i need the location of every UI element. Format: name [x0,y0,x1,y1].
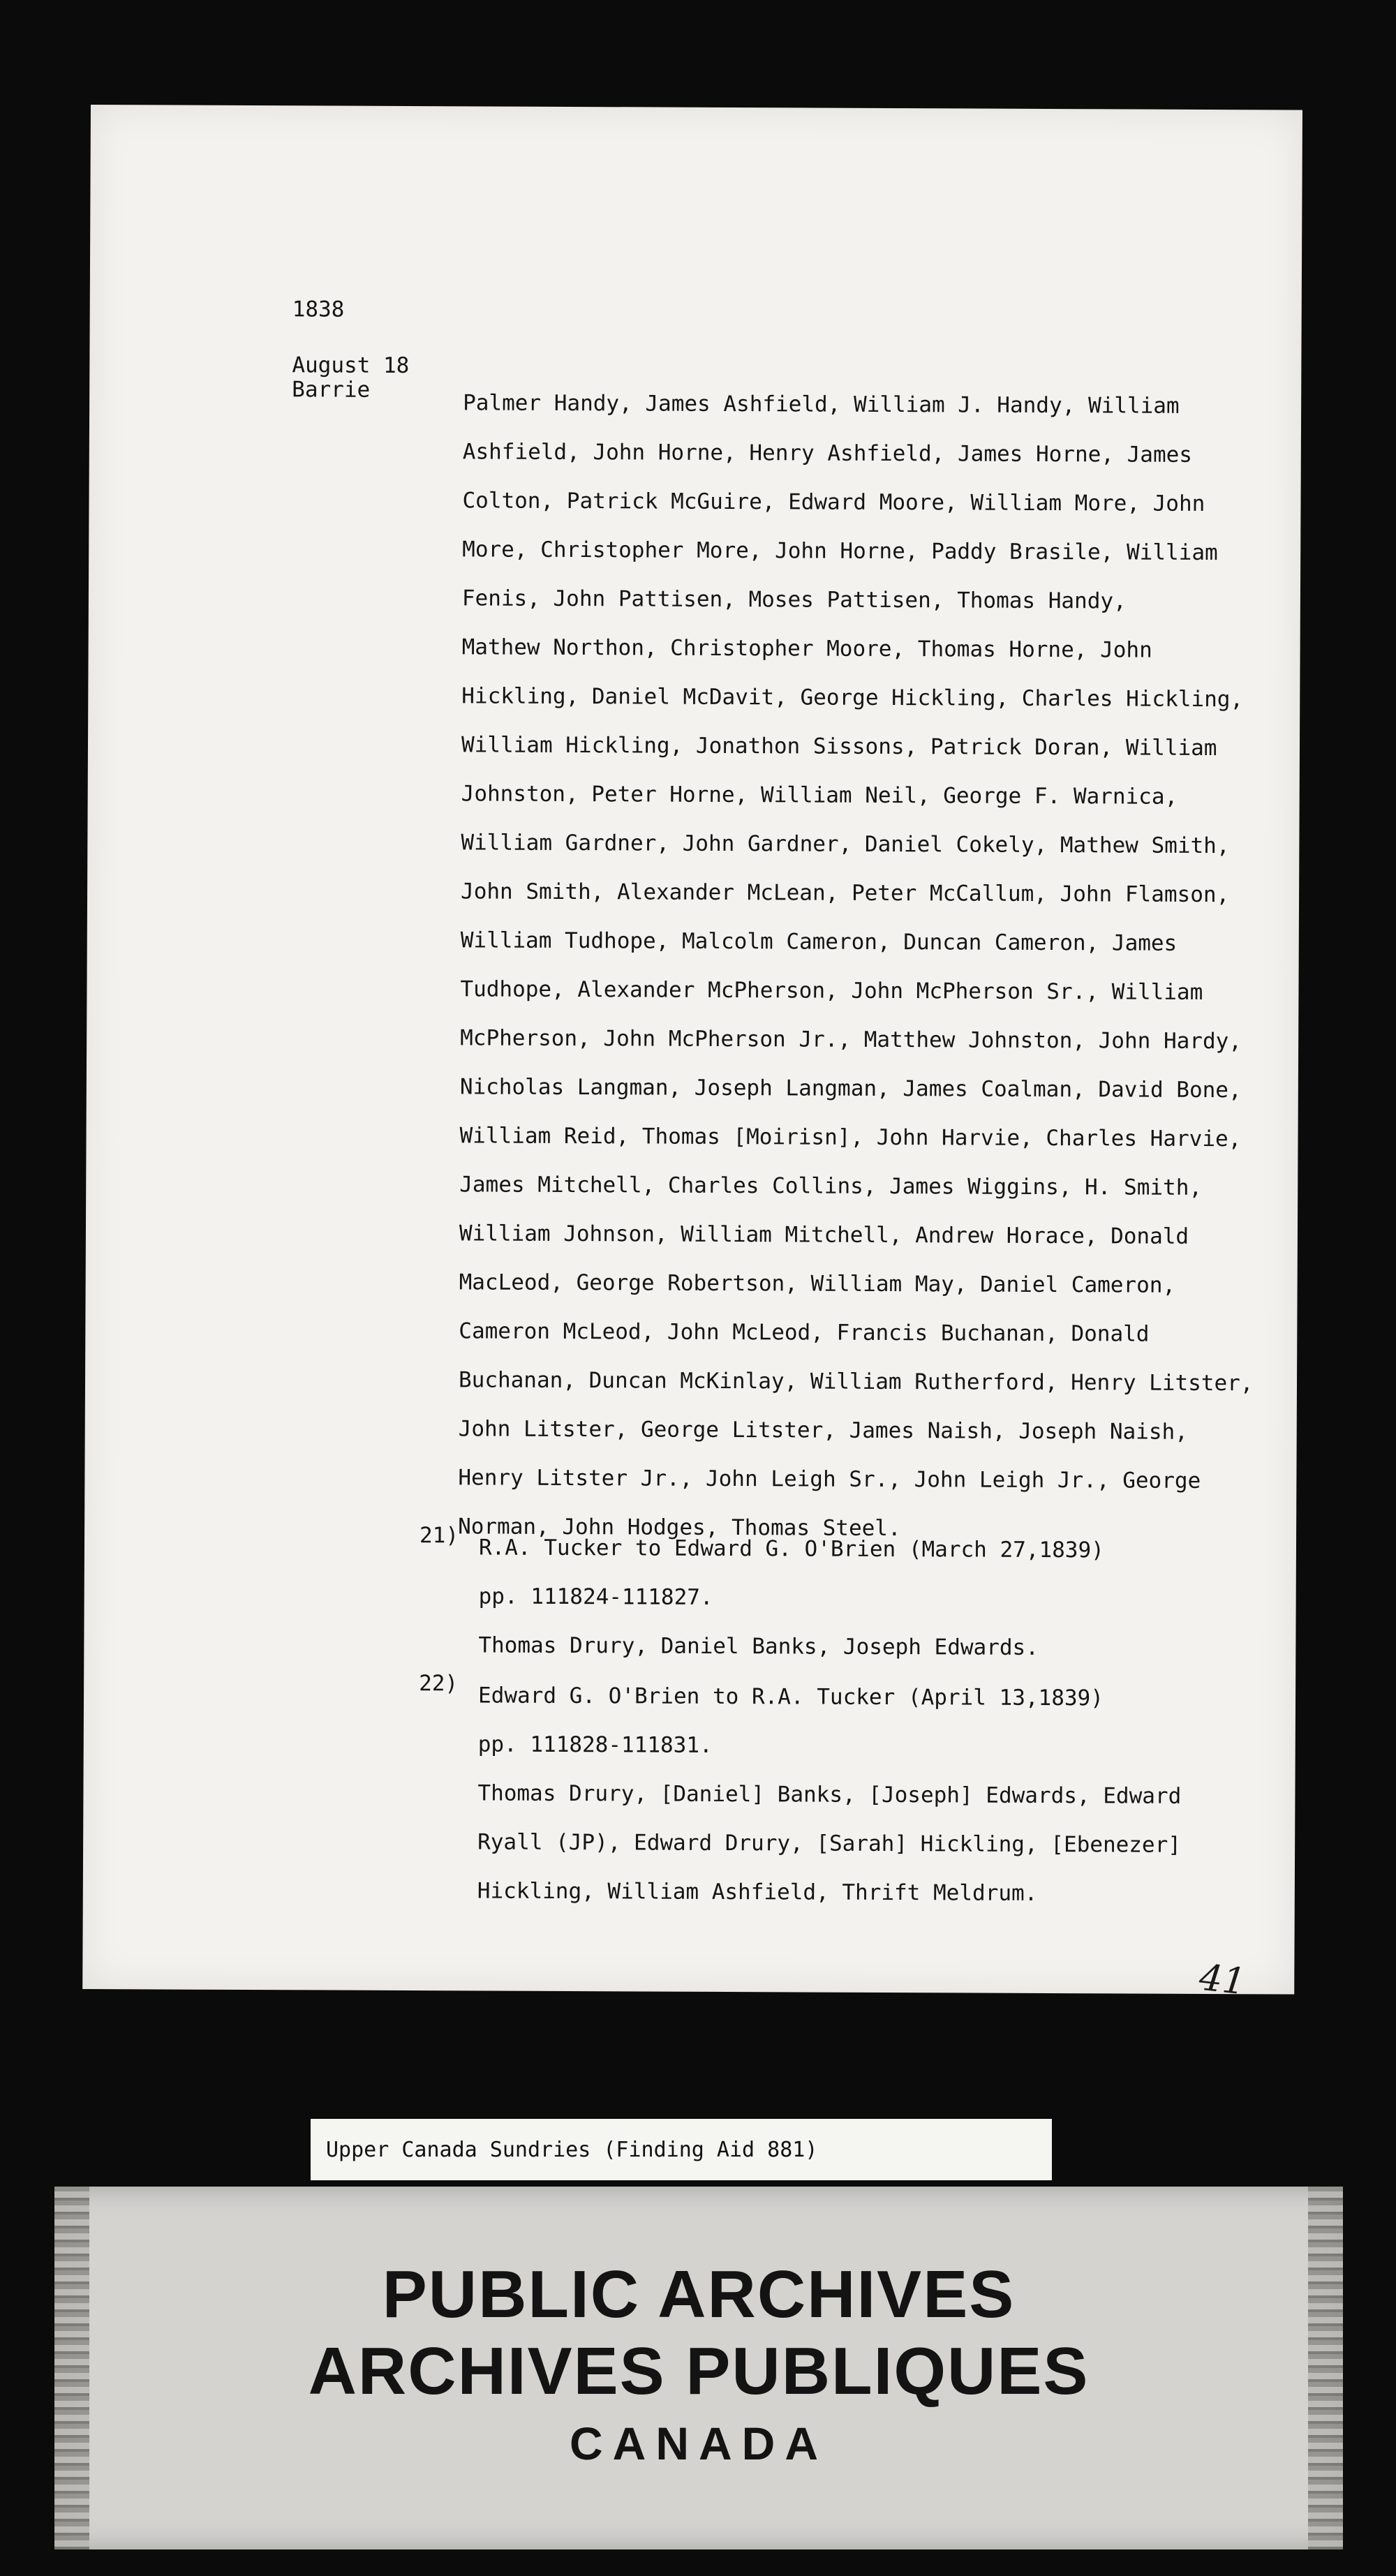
archives-country: CANADA [570,2418,828,2469]
archives-title-french: ARCHIVES PUBLIQUES [308,2334,1090,2409]
finding-aid-label: Upper Canada Sundries (Finding Aid 881) [311,2119,1052,2180]
names-line: William Hickling, Jonathon Sissons, Patrick Doran, William [461,732,1217,761]
names-line: James Mitchell, Charles Collins, James Wiggins, H. Smith, [459,1172,1203,1200]
names-line: William Johnson, William Mitchell, Andrew Horace, Donald [459,1221,1189,1249]
entry-22 [419,1671,1256,1906]
names-line: Colton, Patrick McGuire, Edward Moore, William More, John [462,488,1205,516]
public-archives-panel [54,2187,1343,2549]
entry-line: R.A. Tucker to Edward G. O'Brien (March 27,1839) [478,1535,1104,1563]
names-line: McPherson, John McPherson Jr., Matthew Johnston, John Hardy, [460,1025,1242,1055]
names-line: John Smith, Alexander McLean, Peter McCallum, John Flamson, [461,879,1230,908]
entry-body [478,1523,1104,1672]
names-line: William Reid, Thomas [Moirisn], John Harvie, Charles Harvie, [459,1123,1242,1152]
entry-line: Ryall (JP), Edward Drury, [Sarah] Hickling, [Ebenezer] [477,1829,1182,1858]
entry-line: pp. 111824-111827. [478,1584,713,1610]
entry-number: 21) [419,1523,459,1549]
names-line: William Tudhope, Malcolm Cameron, Duncan Cameron, James [460,928,1178,956]
entry-line: Thomas Drury, Daniel Banks, Joseph Edwards. [478,1632,1039,1660]
entry-line: pp. 111828-111831. [477,1732,713,1758]
document-page [82,105,1302,2004]
entry-body [477,1671,1182,1918]
names-line: More, Christopher More, John Horne, Paddy Brasile, William [462,537,1218,566]
names-line: Palmer Handy, James Ashfield, William J. Handy, William [463,390,1180,419]
names-line: Hickling, Daniel McDavit, George Hickling, Charles Hickling, [461,683,1244,713]
names-line: MacLeod, George Robertson, William May, Daniel Cameron, [459,1270,1176,1298]
document-place: Barrie [292,377,371,403]
entry-number: 22) [419,1671,459,1697]
names-line: Nicholas Langman, Joseph Langman, James Coalman, David Bone, [459,1074,1242,1103]
names-line: Ashfield, John Horne, Henry Ashfield, James Horne, James [462,439,1193,468]
entry-line: Thomas Drury, [Daniel] Banks, [Joseph] Edwards, Edward [477,1780,1182,1809]
folio-number: 41 [1197,1956,1248,2004]
names-line: William Gardner, John Gardner, Daniel Cokely, Mathew Smith, [461,830,1230,859]
names-line: Cameron McLeod, John McLeod, Francis Buchanan, Donald [459,1318,1150,1347]
names-line: Johnston, Peter Horne, William Neil, George F. Warnica, [461,781,1178,810]
names-line: Fenis, John Pattisen, Moses Pattisen, Thomas Handy, [461,586,1127,614]
names-line: John Litster, George Litster, James Naish, Joseph Naish, [458,1416,1188,1445]
document-year: 1838 [292,297,345,322]
entry-line: Edward G. O'Brien to R.A. Tucker (April 13,1839) [477,1683,1104,1711]
names-list [458,378,1252,1554]
names-line: Mathew Northon, Christopher Moore, Thomas Horne, John [461,634,1152,663]
names-line: Tudhope, Alexander McPherson, John McPherson Sr., William [460,976,1203,1005]
names-line: Henry Litster Jr., John Leigh Sr., John Leigh Jr., George [458,1465,1201,1494]
names-line: Buchanan, Duncan McKinlay, William Rutherford, Henry Litster, [458,1367,1254,1397]
names-line: Norman, John Hodges, Thomas Steel. [458,1514,901,1542]
document-date: August 18 [292,352,410,378]
entry-line: Hickling, William Ashfield, Thrift Meldrum. [477,1878,1038,1906]
archives-title-english: PUBLIC ARCHIVES [382,2257,1016,2332]
